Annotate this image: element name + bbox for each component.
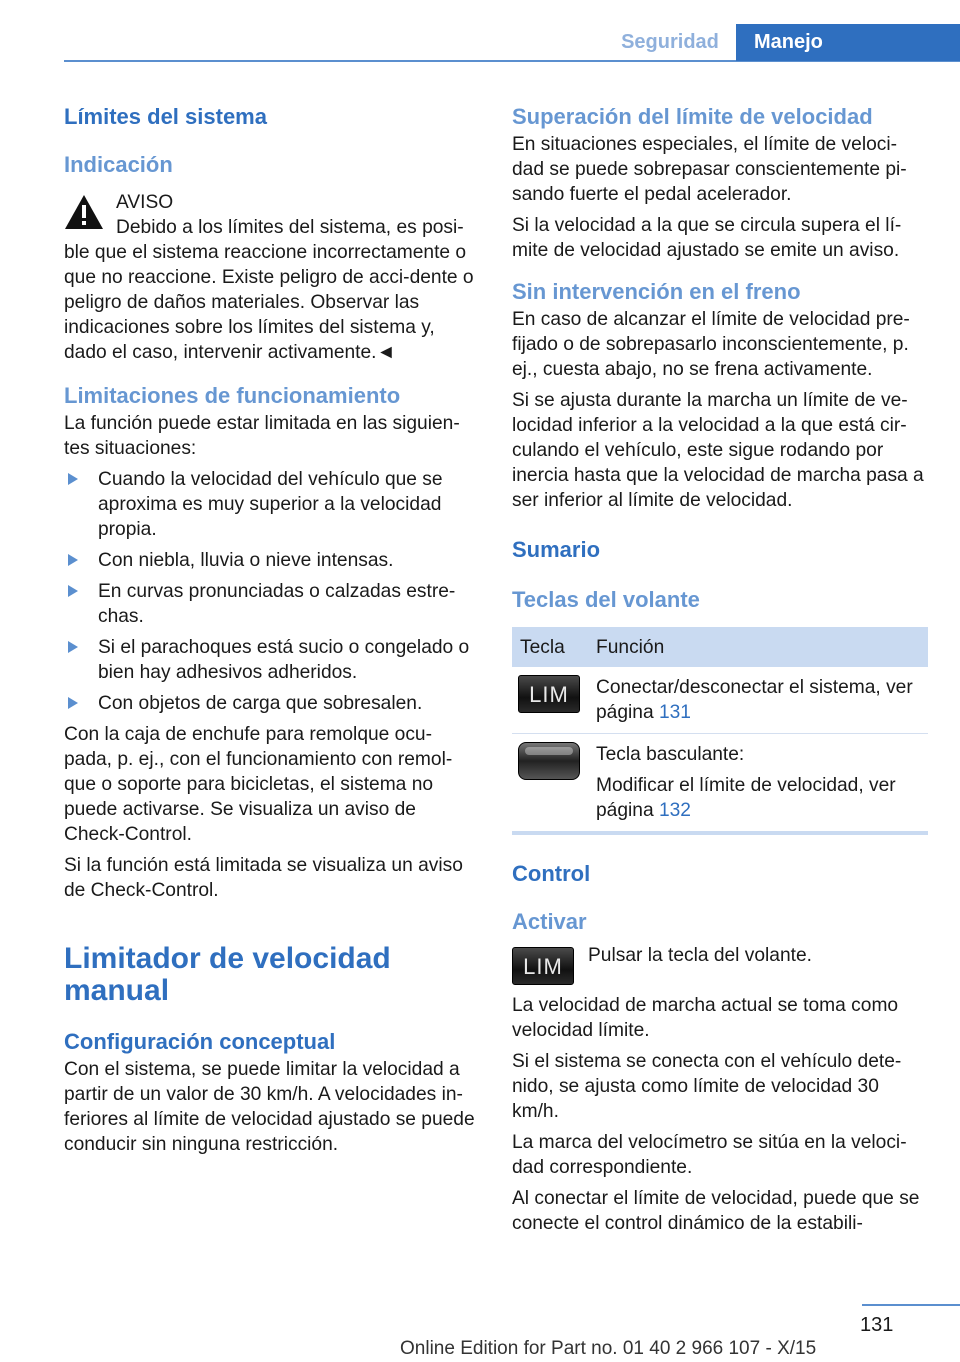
limitaciones-list <box>64 467 478 716</box>
limitaciones-intro: La función puede estar limitada en las siguien-tes situaciones: <box>64 413 460 459</box>
heading-sin-freno: Sin intervención en el freno <box>512 279 801 304</box>
edition-text: Online Edition for Part no. 01 40 2 966 107 - X/15 <box>400 1338 817 1359</box>
heading-indicacion: Indicación <box>64 152 173 177</box>
page-link-131[interactable]: 131 <box>658 702 691 723</box>
paragraph-activar-4: Al conectar el límite de velocidad, puede que se conecte el control dinámico de la estabili- <box>512 1188 920 1234</box>
funcion-cell: Tecla basculante: Modificar el límite de velocidad, ver página 132 <box>588 734 928 834</box>
page-link-132[interactable]: 132 <box>658 800 691 821</box>
heading-superacion: Superación del límite de velocidad <box>512 104 873 129</box>
left-column <box>64 100 478 1163</box>
warning-text-first: Debido a los límites del sistema, es posi- <box>116 217 464 238</box>
warning-icon <box>64 194 104 230</box>
column-header-funcion: Función <box>588 627 928 667</box>
list-item: Con objetos de carga que sobresalen. <box>64 691 478 716</box>
heading-sumario: Sumario <box>512 537 601 562</box>
list-item: Cuando la velocidad del vehículo que se aproxima es muy superior a la velocidad propia. <box>64 467 478 542</box>
activar-block <box>512 943 928 987</box>
list-item: Si el parachoques está sucio o congelado o bien hay adhesivos adheridos. <box>64 635 478 685</box>
lim-button-icon: LIM <box>512 947 574 985</box>
footer-rule <box>862 1304 960 1306</box>
paragraph-freno-2: Si se ajusta durante la marcha un límite de ve-locidad inferior a la velocidad a la que está cir-culando el vehículo, este sigue rodando por inercia hasta que la velocidad de marcha pasa a ser inferior al límite de velocidad. <box>512 390 924 511</box>
heading-limites-sistema: Límites del sistema <box>64 104 267 129</box>
paragraph-superacion-1: En situaciones especiales, el límite de veloci-dad se puede sobrepasar conscientemente pi-sando fuerte el pedal acelerador. <box>512 134 907 205</box>
paragraph-funcion-limitada: Si la función está limitada se visualiza un aviso de Check-Control. <box>64 855 463 901</box>
rocker-switch-icon <box>518 742 580 780</box>
paragraph-activar-1: La velocidad de marcha actual se toma como velocidad límite. <box>512 995 899 1041</box>
warning-label: AVISO <box>116 192 174 213</box>
lim-button-icon: LIM <box>518 675 580 713</box>
table-row <box>512 734 928 834</box>
page-number: 131 <box>860 1314 894 1336</box>
heading-configuracion: Configuración conceptual <box>64 1029 336 1054</box>
list-item: Con niebla, lluvia o nieve intensas. <box>64 548 478 573</box>
tab-manejo[interactable]: Manejo <box>736 24 960 61</box>
table-row <box>512 667 928 734</box>
paragraph-activar-3: La marca del velocímetro se sitúa en la veloci-dad correspondiente. <box>512 1132 907 1178</box>
activar-text: Pulsar la tecla del volante. <box>588 945 812 966</box>
lim-button-cell <box>512 667 588 734</box>
heading-activar: Activar <box>512 909 587 934</box>
paragraph-configuracion: Con el sistema, se puede limitar la velocidad a partir de un valor de 30 km/h. A velocidades in-feriores al límite de velocidad ajustado se puede conducir sin ninguna restricción. <box>64 1059 475 1155</box>
rocker-cell <box>512 734 588 834</box>
column-header-tecla: Tecla <box>512 627 588 667</box>
paragraph-caja-enchufe: Con la caja de enchufe para remolque ocu-pada, p. ej., con el funcionamiento con remol-que o soporte para bicicletas, el sistema no puede activarse. Se visualiza un aviso de Check-Control. <box>64 724 453 845</box>
list-item: En curvas pronunciadas o calzadas estre-chas. <box>64 579 478 629</box>
heading-limitaciones: Limitaciones de funcionamiento <box>64 383 401 408</box>
paragraph-superacion-2: Si la velocidad a la que se circula supera el lí-mite de velocidad ajustado se emite un aviso. <box>512 215 902 261</box>
heading-control: Control <box>512 861 591 886</box>
heading-limitador: Limitador de velocidad manual <box>64 942 391 1007</box>
funcion-cell: Conectar/desconectar el sistema, ver página 131 <box>588 667 928 734</box>
tab-seguridad[interactable]: Seguridad <box>621 31 719 53</box>
paragraph-activar-2: Si el sistema se conecta con el vehículo dete-nido, se ajusta como límite de velocidad 30 km/h. <box>512 1051 902 1122</box>
warning-text: ble que el sistema reaccione incorrectamente o que no reaccione. Existe peligro de acci-dente o peligro de daños materiales. Observar las indicaciones sobre los límites del sistema y, dado el caso, intervenir activamente.◄ <box>64 242 474 363</box>
paragraph-freno-1: En caso de alcanzar el límite de velocidad pre-fijado o de sobrepasarlo inconscientemente, p. ej., cuesta abajo, no se frena activamente. <box>512 309 910 380</box>
right-column <box>512 100 928 1242</box>
heading-teclas-volante: Teclas del volante <box>512 587 700 612</box>
warning-block <box>64 190 478 365</box>
keys-table <box>512 627 928 835</box>
